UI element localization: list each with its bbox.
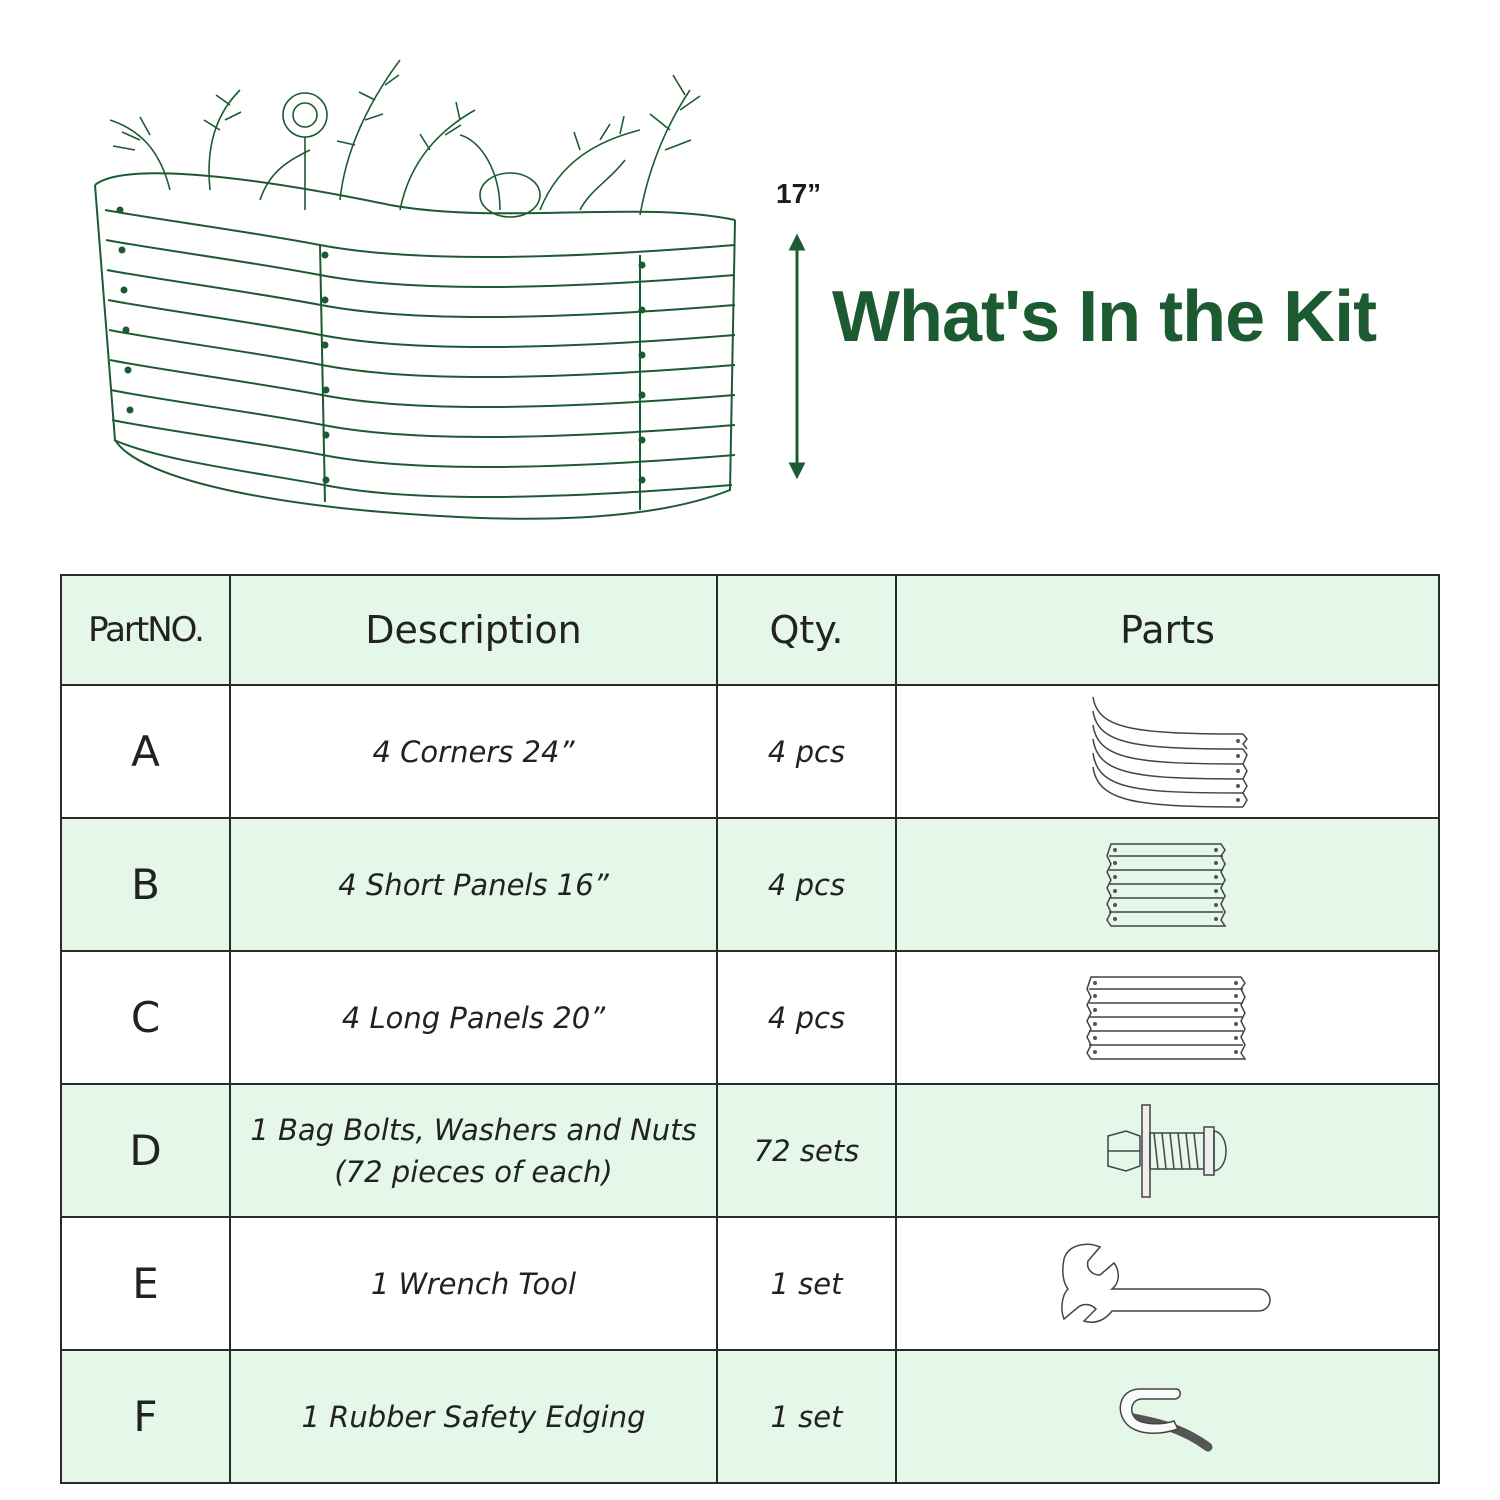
part-letter: D <box>61 1084 230 1217</box>
part-description <box>230 1084 717 1217</box>
part-letter: C <box>61 951 230 1084</box>
description-line: 1 Rubber Safety Edging <box>301 1399 646 1434</box>
table-row <box>61 685 1439 818</box>
part-letter: B <box>61 818 230 951</box>
part-image <box>896 1350 1439 1483</box>
part-qty: 72 sets <box>717 1084 896 1217</box>
bolt-washer-nut-icon <box>1098 1101 1238 1201</box>
part-qty: 1 set <box>717 1350 896 1483</box>
garden-bed-illustration <box>80 40 760 540</box>
column-header-parts: Parts <box>896 575 1439 685</box>
part-image <box>896 685 1439 818</box>
page-title: What's In the Kit <box>832 277 1377 357</box>
part-description <box>230 951 717 1084</box>
corner-panel-icon <box>1083 689 1253 814</box>
column-header-part-no: PartNO. <box>61 575 230 685</box>
part-description <box>230 818 717 951</box>
column-header-qty: Qty. <box>717 575 896 685</box>
part-qty: 4 pcs <box>717 818 896 951</box>
part-image <box>896 951 1439 1084</box>
rubber-edging-icon <box>1108 1377 1228 1457</box>
hero-section <box>0 0 1500 560</box>
table-row <box>61 1350 1439 1483</box>
description-line: (72 pieces of each) <box>334 1154 613 1189</box>
table-row <box>61 818 1439 951</box>
long-panel-icon <box>1083 973 1253 1063</box>
part-qty: 4 pcs <box>717 951 896 1084</box>
part-letter: E <box>61 1217 230 1350</box>
table-header-row <box>61 575 1439 685</box>
part-qty: 4 pcs <box>717 685 896 818</box>
part-image <box>896 1217 1439 1350</box>
column-header-description: Description <box>230 575 717 685</box>
height-dimension-arrow <box>770 175 830 485</box>
table-row <box>61 1084 1439 1217</box>
kit-contents-table <box>60 574 1440 1484</box>
part-description <box>230 685 717 818</box>
part-letter: A <box>61 685 230 818</box>
part-description <box>230 1217 717 1350</box>
short-panel-icon <box>1103 840 1233 930</box>
wrench-icon <box>1058 1239 1278 1329</box>
table-row <box>61 1217 1439 1350</box>
description-line: 4 Short Panels 16” <box>338 867 609 902</box>
description-line: 1 Bag Bolts, Washers and Nuts <box>250 1112 697 1147</box>
part-letter: F <box>61 1350 230 1483</box>
description-line: 1 Wrench Tool <box>370 1266 577 1301</box>
height-label: 17” <box>776 178 822 209</box>
description-line: 4 Long Panels 20” <box>341 1000 606 1035</box>
description-line: 4 Corners 24” <box>372 734 575 769</box>
table-row <box>61 951 1439 1084</box>
part-image <box>896 818 1439 951</box>
part-image <box>896 1084 1439 1217</box>
part-qty: 1 set <box>717 1217 896 1350</box>
part-description <box>230 1350 717 1483</box>
